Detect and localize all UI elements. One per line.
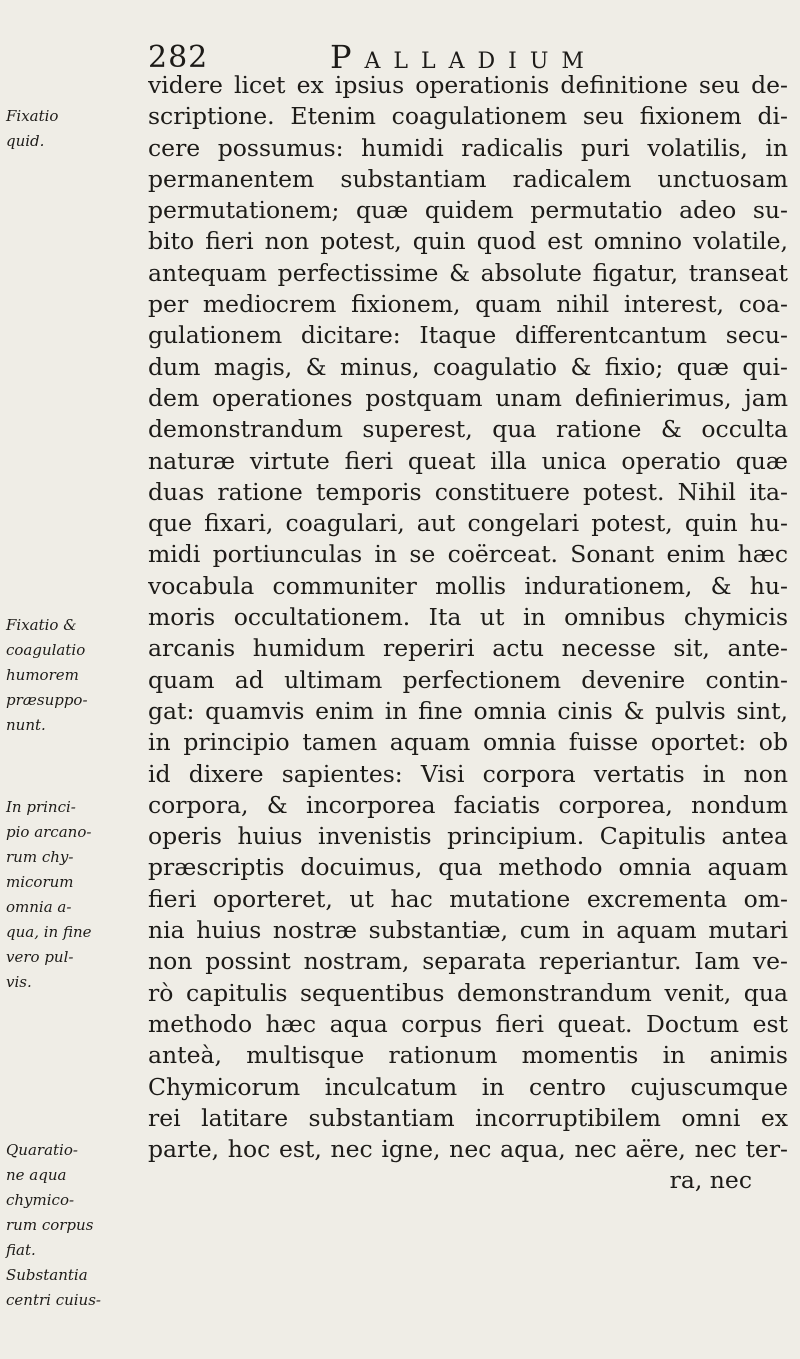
text-line: quam ad ultimam perfectionem devenire contin- (148, 665, 788, 694)
margin-note-line: vero pul- (6, 948, 74, 966)
margin-note-line: rum chy- (6, 848, 74, 866)
margin-note-line: Quaratio- (6, 1141, 78, 1159)
text-line: permanentem substantiam radicalem unctuosam (148, 164, 788, 193)
margin-note-line: coagulatio (6, 641, 86, 659)
text-line: cere possumus: humidi radicalis puri volatilis, in (148, 133, 788, 162)
margin-note-qua-ratione (6, 1138, 146, 1313)
text-line: per mediocrem fixionem, quam nihil interest, coa- (148, 290, 788, 319)
text-line: corpora, & incorporea faciatis corporea, nondum (148, 790, 788, 819)
margin-note-line: centri cuius- (6, 1291, 101, 1309)
text-line: duas ratione temporis constituere potest. Nihil ita- (148, 477, 788, 506)
text-line: rei latitare substantiam incorruptibilem omni ex (148, 1103, 788, 1132)
margin-note-line: qua, in fine (6, 923, 92, 941)
text-line: naturæ virtute fieri queat illa unica operatio quæ (148, 446, 788, 475)
margin-note-line: rum corpus (6, 1216, 94, 1234)
margin-note-line: præsuppo- (6, 691, 88, 709)
text-line: præscriptis docuimus, qua methodo omnia aquam (148, 853, 788, 882)
text-line: gat: quamvis enim in fine omnia cinis & pulvis sint, (148, 696, 788, 725)
text-line: fieri oporteret, ut hac mutatione excrementa om- (148, 884, 788, 913)
text-line-final: ra, nec (669, 1166, 752, 1195)
main-text (148, 70, 788, 1197)
text-line: operis huius invenistis principium. Capitulis antea (148, 822, 788, 851)
margin-note-in-principio (6, 795, 146, 995)
text-line: arcanis humidum reperiri actu necesse sit, ante- (148, 634, 788, 663)
text-line: methodo hæc aqua corpus fieri queat. Doctum est (148, 1009, 788, 1038)
text-line: demonstrandum superest, qua ratione & occulta (148, 415, 788, 444)
text-line: vocabula communiter mollis indurationem, & hu- (148, 571, 788, 600)
margin-note-line: Substantia (6, 1266, 88, 1284)
text-line: rò capitulis sequentibus demonstrandum venit, qua (148, 978, 788, 1007)
text-line: midi portiunculas in se coërceat. Sonant enim hæc (148, 540, 788, 569)
page-header (140, 34, 780, 74)
text-line: gulationem dicitare: Itaque differentcantum secu- (148, 321, 788, 350)
margin-note-line: quid. (6, 132, 45, 150)
text-line: permutationem; quæ quidem permutatio adeo su- (148, 196, 788, 225)
text-line: moris occultationem. Ita ut in omnibus chymicis (148, 603, 788, 632)
running-title: Palladium (330, 38, 597, 76)
text-line: in principio tamen aquam omnia fuisse oportet: ob (148, 728, 788, 757)
page-number: 282 (148, 40, 209, 75)
margin-note-line: chymico- (6, 1191, 75, 1209)
text-line: videre licet ex ipsius operationis definitione seu de- (148, 71, 788, 99)
margin-note-line: fiat. (6, 1241, 36, 1259)
text-line: dem operationes postquam unam definierimus, jam (148, 383, 788, 412)
margin-note-line: omnia a- (6, 898, 72, 916)
margin-note-line: humorem (6, 666, 79, 684)
margin-note-line: Fixatio (6, 107, 59, 125)
margin-note-fixatio-coagulatio (6, 613, 146, 738)
margin-note-line: vis. (6, 973, 32, 991)
margin-note-fixatio (6, 104, 146, 154)
text-line: id dixere sapientes: Visi corpora vertatis in non (148, 759, 788, 788)
text-line: nia huius nostræ substantiæ, cum in aquam mutari (148, 916, 788, 945)
text-line: que fixari, coagulari, aut congelari potest, quin hu- (148, 509, 788, 538)
margin-note-line: nunt. (6, 716, 46, 734)
text-line: parte, hoc est, nec igne, nec aqua, nec aëre, nec ter- (148, 1135, 788, 1164)
text-line: dum magis, & minus, coagulatio & fixio; quæ qui- (148, 352, 788, 381)
margin-note-line: Fixatio & (6, 616, 77, 634)
text-line: bito fieri non potest, quin quod est omnino volatile, (148, 227, 788, 256)
text-line: scriptione. Etenim coagulationem seu fixionem di- (148, 102, 788, 131)
text-line: non possint nostram, separata reperiantur. Iam ve- (148, 947, 788, 976)
margin-note-line: pio arcano- (6, 823, 92, 841)
text-line: Chymicorum inculcatum in centro cujuscumque (148, 1072, 788, 1101)
text-line: anteà, multisque rationum momentis in animis (148, 1041, 788, 1070)
text-line: antequam perfectissime & absolute figatur, transeat (148, 258, 788, 287)
margin-note-line: In princi- (6, 798, 76, 816)
margin-note-line: micorum (6, 873, 74, 891)
margin-note-line: ne aqua (6, 1166, 67, 1184)
